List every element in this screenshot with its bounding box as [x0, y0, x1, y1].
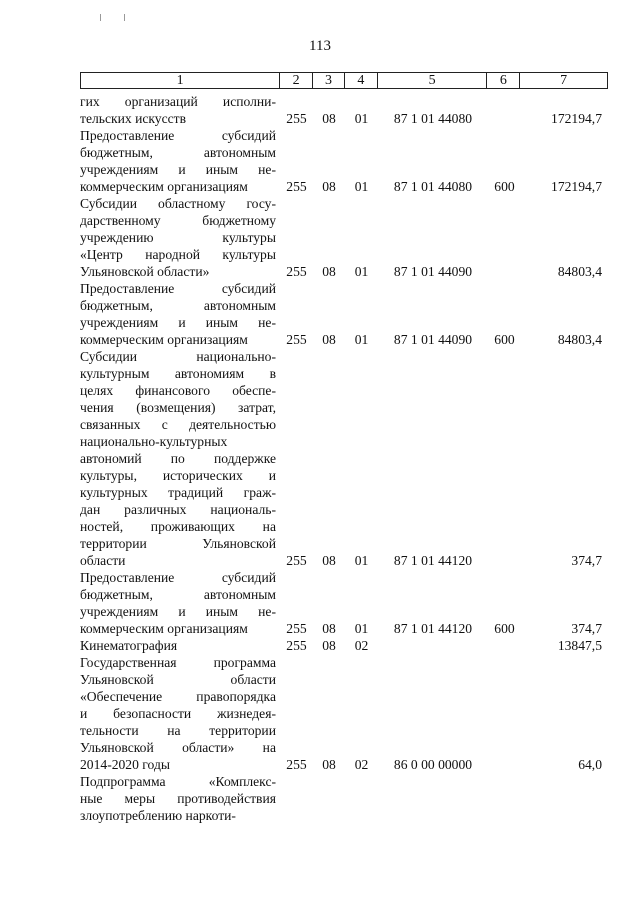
description-line: Государственная программа — [80, 655, 276, 670]
description-line: учреждениям и иным не- — [80, 604, 276, 619]
row-cell-col-7: 13847,5 — [557, 638, 602, 653]
description-line: дарственному бюджетному — [80, 213, 276, 228]
row-description — [80, 569, 280, 637]
description-line: гих организаций исполни- — [80, 94, 276, 109]
description-line: «Центр народной культуры — [80, 247, 276, 262]
description-line: Предоставление субсидий — [80, 128, 276, 143]
scan-mark — [124, 14, 125, 21]
row-cell-col-5: 87 1 01 44080 — [393, 179, 473, 194]
description-line: «Обеспечение правопорядка — [80, 689, 276, 704]
description-line: культуры, исторических и — [80, 468, 276, 483]
description-line: целях финансового обеспе- — [80, 383, 276, 398]
description-line: бюджетным, автономным — [80, 587, 276, 602]
description-line: автономий по поддержке — [80, 451, 276, 466]
table-row — [80, 637, 608, 654]
description-line: учреждениям и иным не- — [80, 162, 276, 177]
description-line: Субсидии областному госу- — [80, 196, 276, 211]
row-cell-col-2: 255 — [286, 621, 307, 636]
row-description — [80, 195, 280, 280]
description-line: национально-культурных — [80, 434, 228, 449]
page-number: 113 — [309, 38, 331, 54]
description-line: коммерческим организациям — [80, 332, 248, 347]
row-cell-col-3: 08 — [322, 179, 336, 194]
table-row — [80, 127, 608, 195]
row-cell-col-7: 374,7 — [571, 621, 602, 636]
description-line: злоупотреблению наркоти- — [80, 808, 236, 823]
row-cell-col-3: 08 — [322, 638, 336, 653]
row-cell-col-2: 255 — [286, 553, 307, 568]
row-cell-col-5: 87 1 01 44080 — [393, 111, 473, 126]
table-row — [80, 195, 608, 280]
row-cell-col-5: 86 0 00 00000 — [393, 757, 473, 772]
row-description — [80, 637, 280, 654]
header-col-2: 2 — [280, 73, 313, 88]
row-cell-col-7: 374,7 — [571, 553, 602, 568]
row-cell-col-2: 255 — [286, 179, 307, 194]
row-cell-col-4: 01 — [354, 179, 369, 194]
row-cell-col-2: 255 — [286, 264, 307, 279]
row-cell-col-6: 600 — [494, 621, 515, 636]
row-cell-col-2: 255 — [286, 332, 307, 347]
description-line: коммерческим организациям — [80, 621, 248, 636]
row-cell-col-4: 01 — [354, 332, 369, 347]
row-cell-col-7: 64,0 — [578, 757, 602, 772]
row-cell-col-5: 87 1 01 44090 — [393, 332, 473, 347]
row-cell-col-4: 02 — [354, 638, 369, 653]
description-line: Предоставление субсидий — [80, 570, 276, 585]
row-cell-col-3: 08 — [322, 553, 336, 568]
row-cell-col-7: 172194,7 — [551, 111, 602, 126]
row-cell-col-6: 600 — [494, 179, 515, 194]
row-description — [80, 348, 280, 569]
description-line: культурным автономиям в — [80, 366, 276, 381]
description-line: 2014-2020 годы — [80, 757, 170, 772]
row-cell-col-7: 84803,4 — [557, 264, 602, 279]
table-row — [80, 773, 608, 824]
description-line: тельских искусств — [80, 111, 187, 126]
table-row — [80, 93, 608, 127]
row-description — [80, 773, 280, 824]
description-line: ностей, проживающих на — [80, 519, 276, 534]
table-row — [80, 280, 608, 348]
row-description — [80, 93, 280, 127]
description-line: Ульяновской области» — [80, 264, 210, 279]
header-col-1: 1 — [81, 73, 280, 88]
row-cell-col-2: 255 — [286, 757, 307, 772]
description-line: чения (возмещения) затрат, — [80, 400, 276, 415]
header-col-5: 5 — [378, 73, 488, 88]
header-col-6: 6 — [487, 73, 520, 88]
row-cell-col-5: 87 1 01 44090 — [393, 264, 473, 279]
description-line: Предоставление субсидий — [80, 281, 276, 296]
row-cell-col-4: 01 — [354, 111, 369, 126]
row-description — [80, 127, 280, 195]
scan-mark — [100, 14, 101, 21]
description-line: бюджетным, автономным — [80, 145, 276, 160]
row-cell-col-3: 08 — [322, 332, 336, 347]
description-line: и безопасности жизнедея- — [80, 706, 276, 721]
description-line: тельности на территории — [80, 723, 276, 738]
description-line: дан различных националь- — [80, 502, 276, 517]
table-header — [80, 72, 608, 89]
row-cell-col-2: 255 — [286, 638, 307, 653]
description-line: культурных традиций граж- — [80, 485, 276, 500]
row-cell-col-5: 87 1 01 44120 — [393, 621, 473, 636]
row-description — [80, 280, 280, 348]
row-cell-col-3: 08 — [322, 111, 336, 126]
table-row — [80, 348, 608, 569]
header-col-7: 7 — [560, 73, 568, 88]
description-line: коммерческим организациям — [80, 179, 248, 194]
row-cell-col-4: 01 — [354, 553, 369, 568]
description-line: учреждениям и иным не- — [80, 315, 276, 330]
header-col-3: 3 — [313, 73, 345, 88]
description-line: Подпрограмма «Комплекс- — [80, 774, 276, 789]
description-line: Ульяновской области» на — [80, 740, 276, 755]
row-cell-col-3: 08 — [322, 757, 336, 772]
description-line: связанных с деятельностью — [80, 417, 276, 432]
row-cell-col-4: 02 — [354, 757, 369, 772]
header-col-4: 4 — [345, 73, 378, 88]
table-body — [80, 93, 608, 824]
row-cell-col-4: 01 — [354, 621, 369, 636]
description-line: территории Ульяновской — [80, 536, 276, 551]
description-line: Ульяновской области — [80, 672, 276, 687]
row-description — [80, 654, 280, 773]
row-cell-col-3: 08 — [322, 621, 336, 636]
description-line: Кинематография — [80, 638, 178, 653]
table-row — [80, 654, 608, 773]
row-cell-col-7: 84803,4 — [557, 332, 602, 347]
row-cell-col-2: 255 — [286, 111, 307, 126]
description-line: ные меры противодействия — [80, 791, 276, 806]
description-line: учреждению культуры — [80, 230, 276, 245]
row-cell-col-7: 172194,7 — [551, 179, 602, 194]
description-line: бюджетным, автономным — [80, 298, 276, 313]
row-cell-col-6: 600 — [494, 332, 515, 347]
table-row — [80, 569, 608, 637]
row-cell-col-4: 01 — [354, 264, 369, 279]
row-cell-col-3: 08 — [322, 264, 336, 279]
row-cell-col-5: 87 1 01 44120 — [393, 553, 473, 568]
description-line: Субсидии национально- — [80, 349, 276, 364]
description-line: области — [80, 553, 126, 568]
